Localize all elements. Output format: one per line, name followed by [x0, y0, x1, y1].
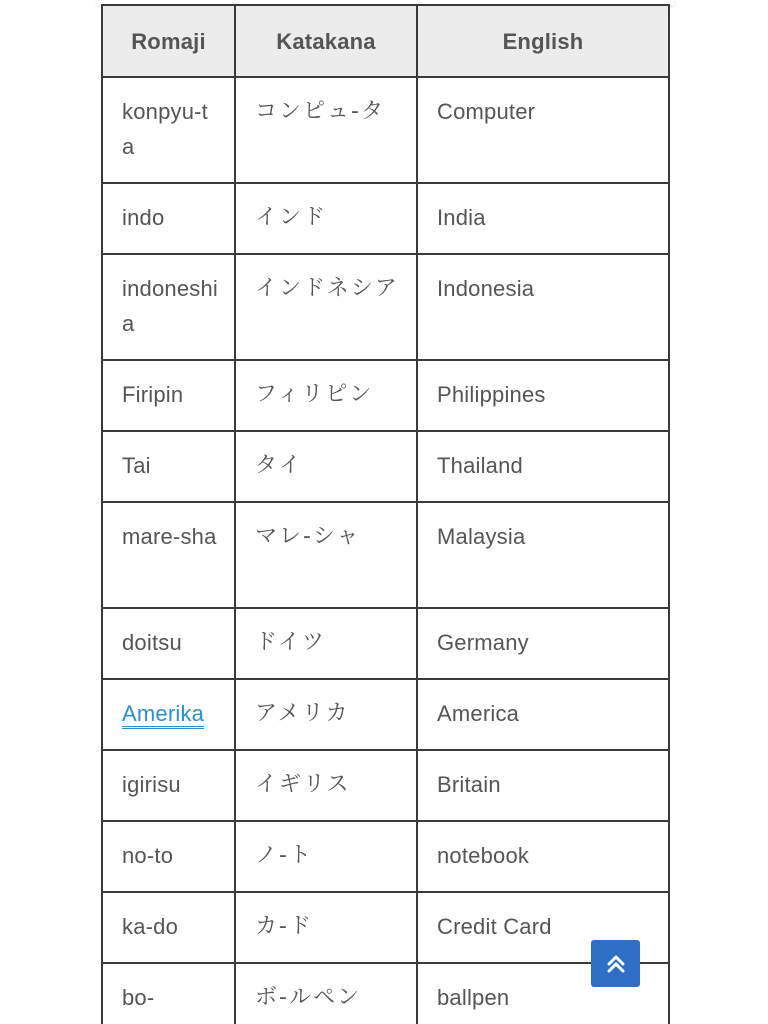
cell-katakana [235, 963, 417, 1024]
english-text: Thailand [437, 453, 523, 478]
cell-english [417, 77, 669, 183]
katakana-text: カ-ド [255, 914, 313, 939]
cell-katakana [235, 750, 417, 821]
romaji-text: bo- [122, 985, 155, 1010]
cell-katakana [235, 360, 417, 431]
cell-romaji [102, 254, 235, 360]
cell-katakana [235, 892, 417, 963]
table-row [102, 963, 669, 1024]
cell-katakana [235, 608, 417, 679]
cell-katakana [235, 431, 417, 502]
katakana-text: インドネシア [255, 276, 399, 301]
cell-katakana [235, 821, 417, 892]
english-text: notebook [437, 843, 530, 868]
table-header-row [102, 5, 669, 77]
romaji-text: Tai [122, 453, 151, 478]
katakana-text: イギリス [255, 772, 351, 797]
romaji-text: no-to [122, 843, 174, 868]
cell-romaji [102, 963, 235, 1024]
english-text: Britain [437, 772, 501, 797]
cell-romaji [102, 821, 235, 892]
cell-romaji [102, 679, 235, 750]
katakana-text: タイ [255, 453, 303, 478]
cell-katakana [235, 502, 417, 608]
english-text: India [437, 205, 486, 230]
katakana-text: マレ-シャ [255, 524, 361, 549]
romaji-link[interactable]: Amerika [122, 701, 204, 729]
romaji-text: indo [122, 205, 165, 230]
cell-katakana [235, 183, 417, 254]
english-text: Indonesia [437, 276, 535, 301]
cell-english [417, 431, 669, 502]
double-chevron-up-icon [605, 953, 627, 975]
english-text: Credit Card [437, 914, 552, 939]
cell-english [417, 183, 669, 254]
cell-english [417, 502, 669, 608]
romaji-text: indoneshia [122, 276, 218, 336]
cell-romaji [102, 750, 235, 821]
katakana-text: ノ-ト [255, 843, 313, 868]
cell-katakana [235, 77, 417, 183]
cell-romaji [102, 77, 235, 183]
cell-english [417, 360, 669, 431]
cell-romaji [102, 431, 235, 502]
katakana-text: フィリピン [255, 382, 374, 407]
katakana-text: ドイツ [255, 630, 326, 655]
table-row [102, 77, 669, 183]
katakana-text: アメリカ [255, 701, 350, 726]
romaji-text: igirisu [122, 772, 181, 797]
table-body [102, 77, 669, 1024]
header-romaji: Romaji [102, 5, 235, 77]
cell-katakana [235, 254, 417, 360]
header-english: English [417, 5, 669, 77]
scroll-to-top-button[interactable] [591, 940, 640, 987]
cell-english [417, 254, 669, 360]
table-row [102, 608, 669, 679]
table-row [102, 679, 669, 750]
vocabulary-table [101, 4, 670, 1024]
english-text: Malaysia [437, 524, 526, 549]
cell-english [417, 608, 669, 679]
table-row [102, 360, 669, 431]
table-row [102, 431, 669, 502]
cell-romaji [102, 892, 235, 963]
cell-english [417, 679, 669, 750]
cell-english [417, 821, 669, 892]
table-row [102, 892, 669, 963]
english-text: ballpen [437, 985, 510, 1010]
romaji-text: mare-sha [122, 524, 217, 549]
english-text: America [437, 701, 520, 726]
romaji-text: doitsu [122, 630, 182, 655]
english-text: Computer [437, 99, 536, 124]
cell-romaji [102, 608, 235, 679]
english-text: Germany [437, 630, 529, 655]
cell-romaji [102, 502, 235, 608]
table-row [102, 750, 669, 821]
cell-romaji [102, 183, 235, 254]
table-row [102, 183, 669, 254]
table-row [102, 502, 669, 608]
cell-katakana [235, 679, 417, 750]
cell-romaji [102, 360, 235, 431]
katakana-text: ボ-ルペン [255, 985, 361, 1010]
katakana-text: コンピュ-タ [255, 99, 385, 124]
table-row [102, 254, 669, 360]
romaji-text: Firipin [122, 382, 184, 407]
romaji-text: konpyu-ta [122, 99, 208, 159]
katakana-text: インド [255, 205, 328, 230]
table-row [102, 821, 669, 892]
header-katakana: Katakana [235, 5, 417, 77]
romaji-text: ka-do [122, 914, 179, 939]
cell-english [417, 750, 669, 821]
english-text: Philippines [437, 382, 546, 407]
